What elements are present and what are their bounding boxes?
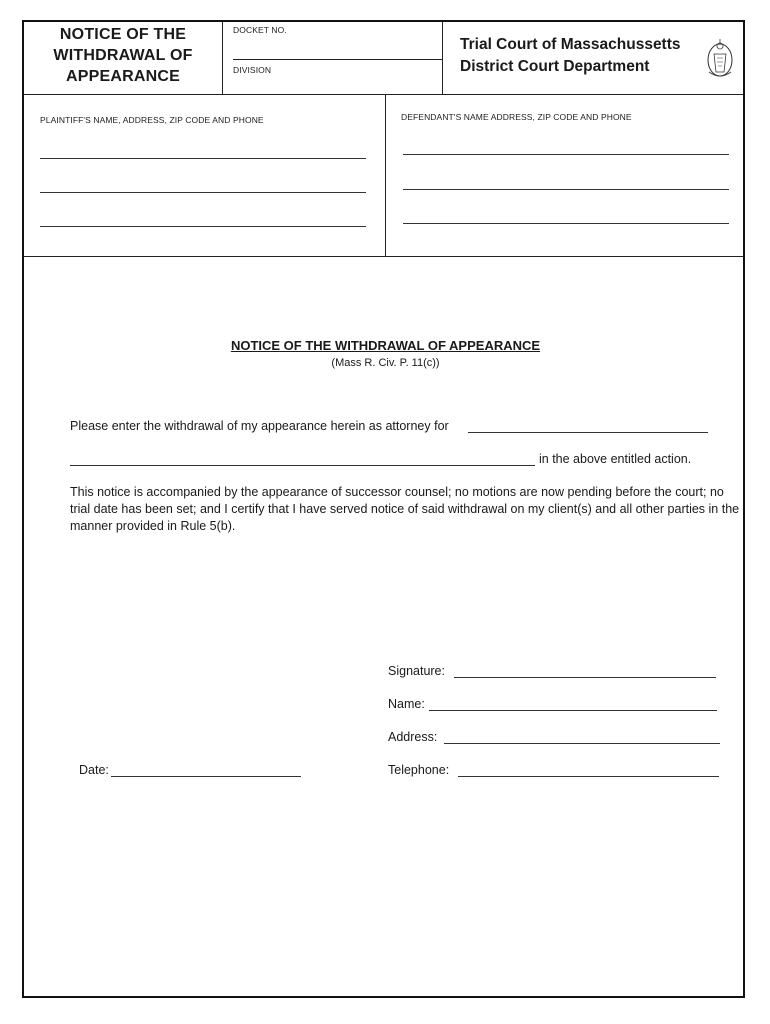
parties-divider — [385, 94, 386, 256]
form-title — [24, 24, 222, 87]
form-title-line: APPEARANCE — [65, 68, 180, 85]
defendant-field[interactable] — [403, 154, 729, 155]
header-divider — [222, 22, 223, 94]
address-label: Address: — [388, 730, 438, 744]
address-field[interactable] — [444, 743, 720, 744]
section-divider — [24, 256, 743, 257]
court-name — [460, 34, 681, 78]
plaintiff-field[interactable] — [40, 192, 366, 193]
plaintiff-field[interactable] — [40, 226, 366, 227]
signature-field[interactable] — [454, 677, 716, 678]
court-name-line: Trial Court of Massachussetts — [460, 36, 681, 53]
massachusetts-seal-icon — [705, 36, 735, 80]
section-divider — [24, 94, 743, 95]
telephone-field[interactable] — [458, 776, 719, 777]
attorney-for-text: Please enter the withdrawal of my appearance herein as attorney for — [70, 419, 449, 433]
name-label: Name: — [388, 697, 425, 711]
client-name-field[interactable] — [468, 432, 708, 433]
docket-label: DOCKET NO. — [233, 25, 287, 35]
date-field[interactable] — [111, 776, 301, 777]
client-name-field-continued[interactable] — [70, 465, 535, 466]
division-label: DIVISION — [233, 65, 272, 75]
notice-heading: NOTICE OF THE WITHDRAWAL OF APPEARANCE — [230, 338, 541, 353]
certification-paragraph: This notice is accompanied by the appearance of successor counsel; no motions are now pending before the court; no trial date has been set; and I certify that I have served notice of said withdrawal on my client(s) and all other parties in the manner provided in Rule 5(b). — [70, 485, 740, 533]
name-field[interactable] — [429, 710, 717, 711]
date-label: Date: — [79, 763, 109, 777]
defendant-field[interactable] — [403, 223, 729, 224]
court-name-line: District Court Department — [460, 58, 650, 75]
telephone-label: Telephone: — [388, 763, 450, 777]
signature-label: Signature: — [388, 664, 445, 678]
defendant-field[interactable] — [403, 189, 729, 190]
form-title-line: WITHDRAWAL OF — [53, 47, 193, 64]
form-frame — [22, 20, 745, 998]
rule-reference: (Mass R. Civ. P. 11(c)) — [331, 357, 440, 369]
plaintiff-label: PLAINTIFF'S NAME, ADDRESS, ZIP CODE AND PHONE — [40, 115, 264, 125]
docket-field[interactable] — [233, 59, 442, 60]
header-divider — [442, 22, 443, 94]
form-title-line: NOTICE OF THE — [59, 26, 187, 43]
defendant-label: DEFENDANT'S NAME ADDRESS, ZIP CODE AND PHONE — [401, 112, 632, 122]
action-text: in the above entitled action. — [539, 452, 692, 466]
plaintiff-field[interactable] — [40, 158, 366, 159]
